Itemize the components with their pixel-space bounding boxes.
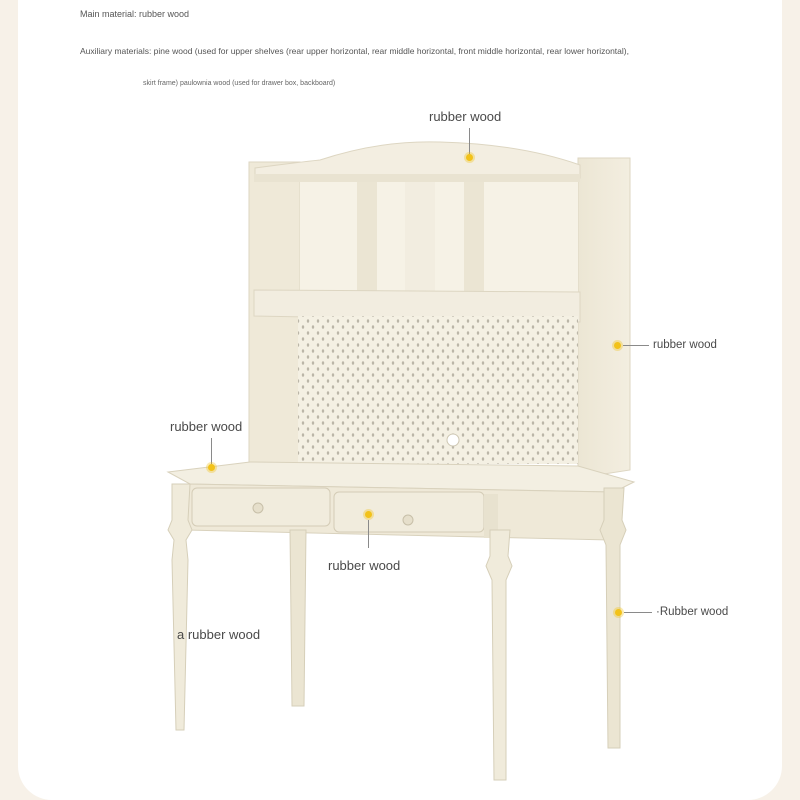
main-material-text: Main material: rubber wood [80, 9, 190, 19]
auxiliary-materials-continued-text: skirt frame) paulownia wood (used for drawer box, backboard) [143, 80, 336, 87]
callout-leader-side-panel [623, 345, 649, 346]
callout-dot-drawer [365, 511, 372, 518]
callout-leader-desktop [211, 438, 212, 464]
callout-leader-right-leg [624, 612, 652, 613]
callout-label-side-panel: rubber wood [653, 339, 717, 351]
callout-dot-side-panel [614, 342, 621, 349]
callout-label-drawer: rubber wood [328, 558, 401, 573]
callout-dot-top [466, 154, 473, 161]
callout-label-desktop: rubber wood [170, 419, 243, 434]
callout-label-top: rubber wood [429, 109, 502, 124]
callout-dot-desktop [208, 464, 215, 471]
callout-dot-right-leg [615, 609, 622, 616]
callout-label-right-leg: ·Rubber wood [656, 606, 729, 618]
callout-label-front-leg: a rubber wood [177, 627, 261, 642]
callout-leader-drawer [368, 520, 369, 548]
callout-leader-top [469, 128, 470, 156]
auxiliary-materials-text: Auxiliary materials: pine wood (used for upper shelves (rear upper horizontal, rear middle horizontal, front middle horizontal, rear lower horizontal), [80, 46, 629, 56]
